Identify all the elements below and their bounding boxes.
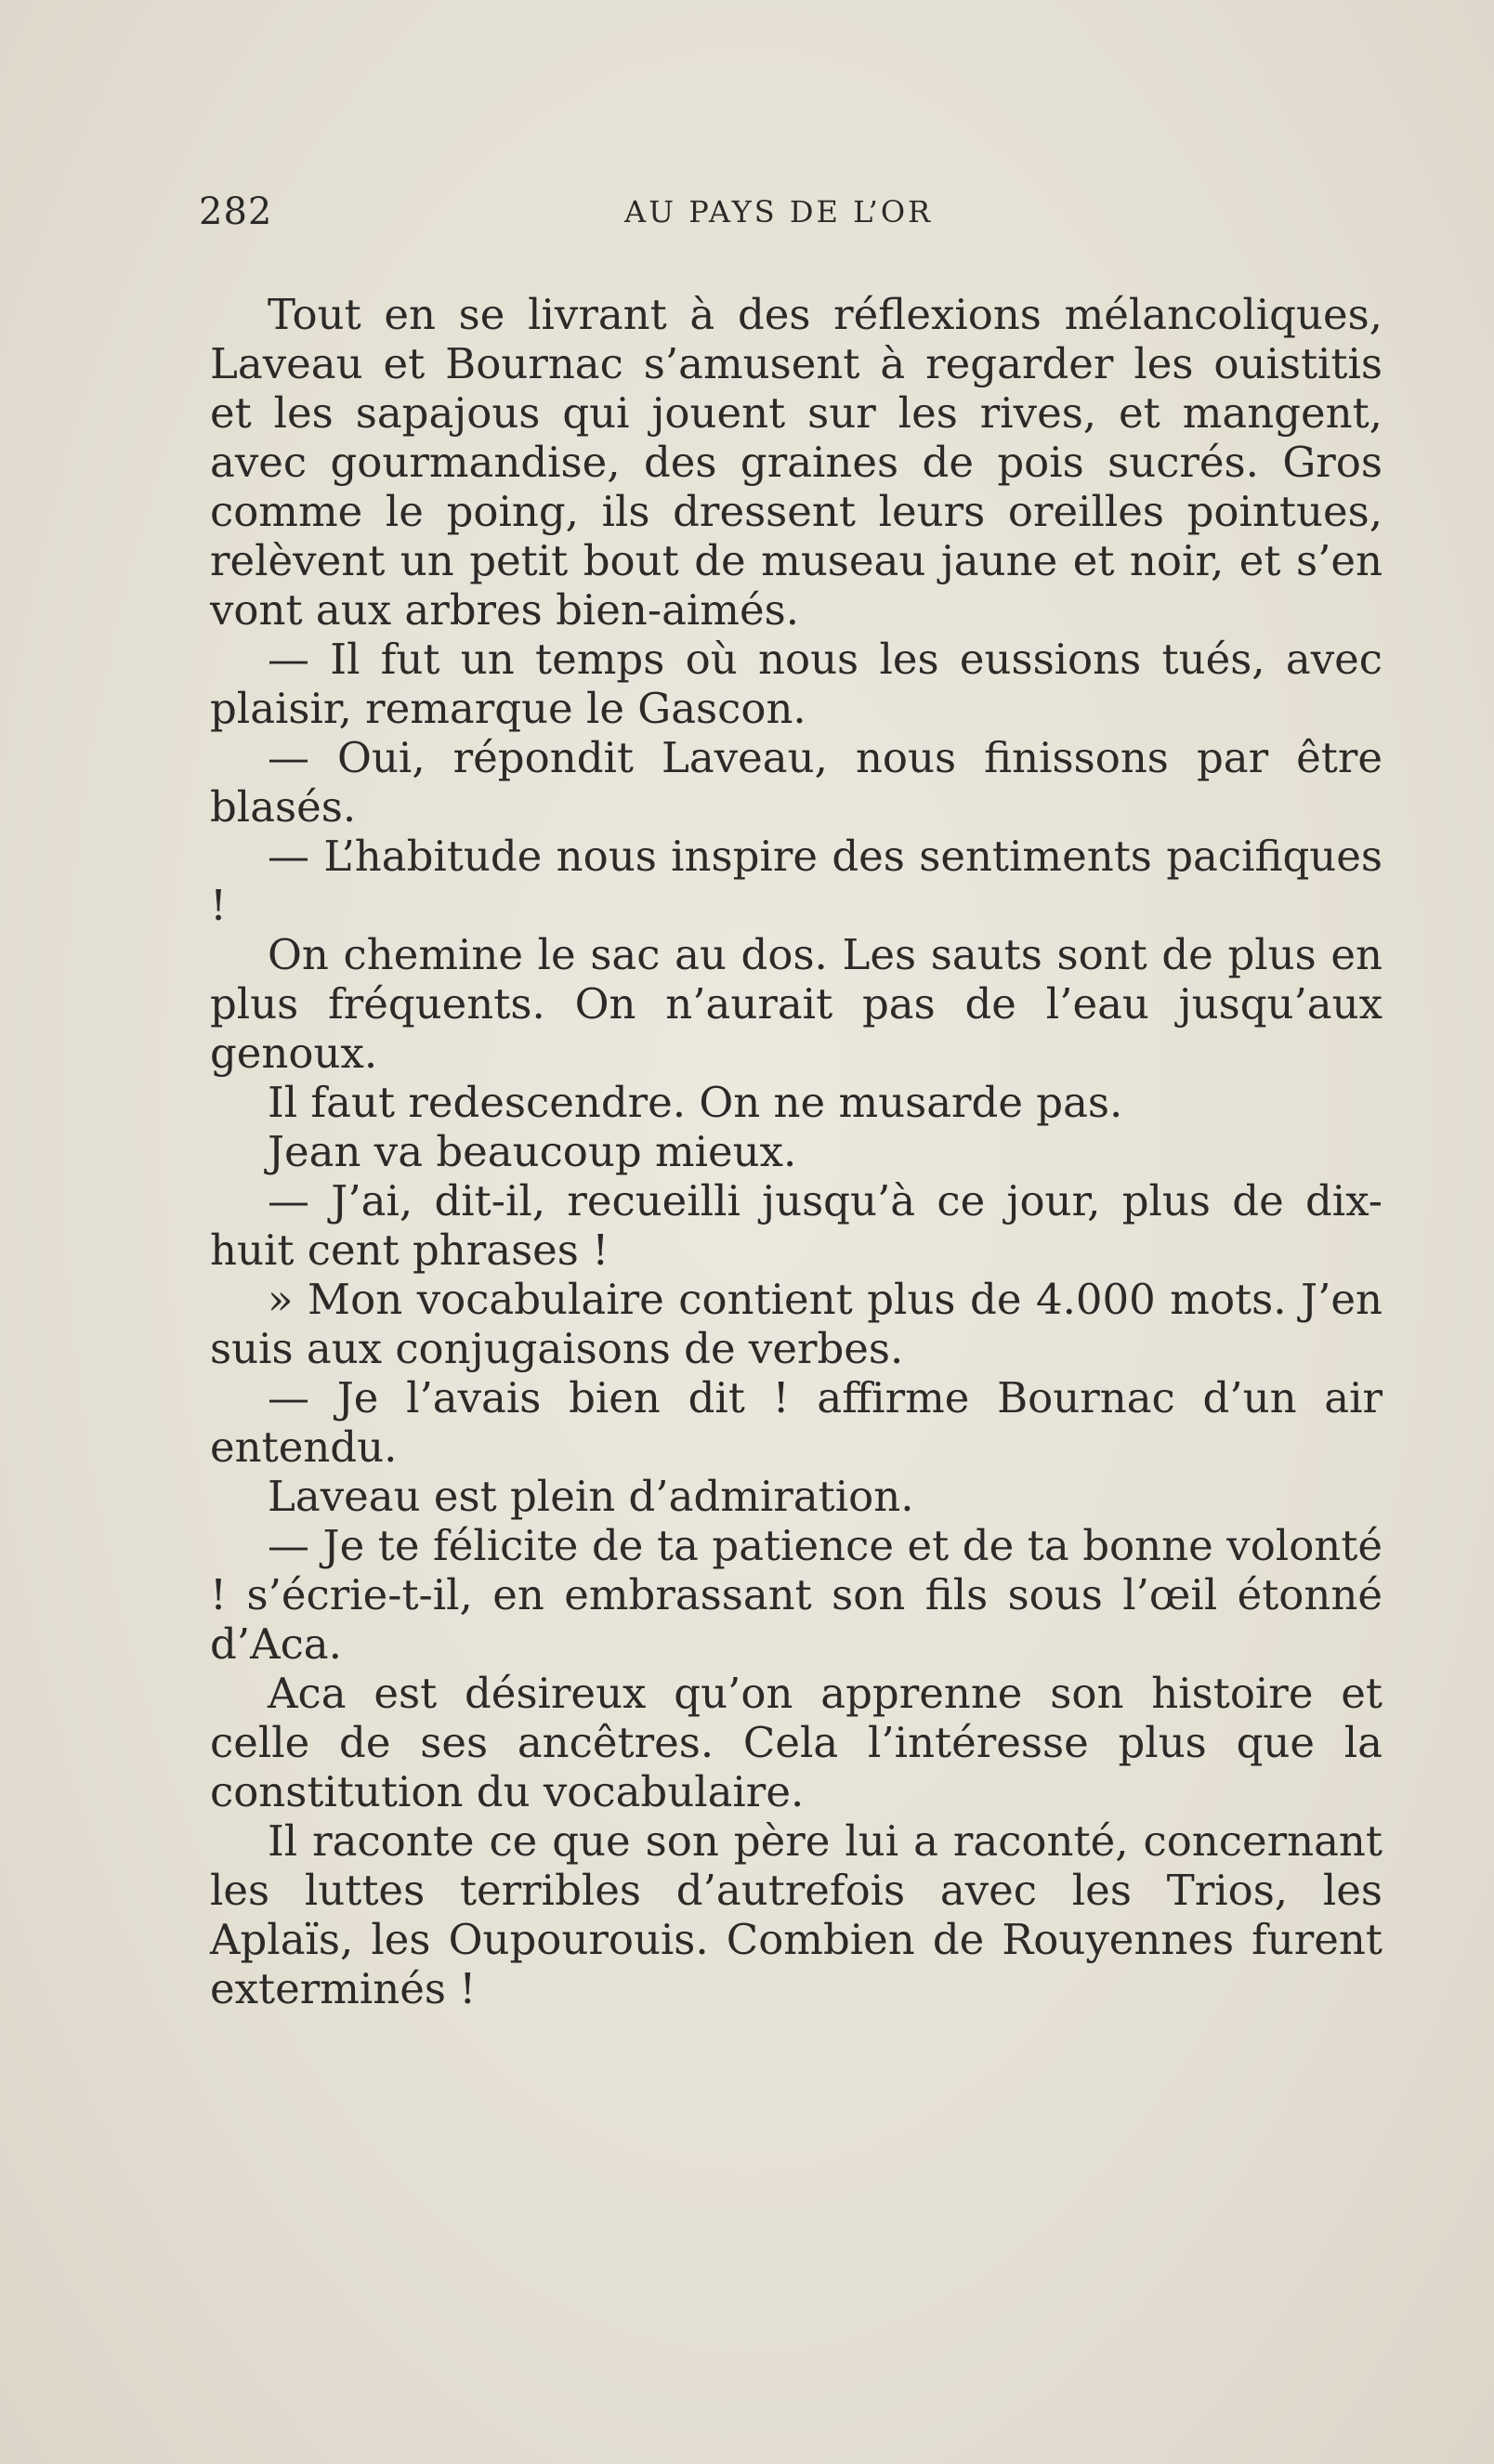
paragraph: Il raconte ce que son père lui a raconté, concernant les luttes terribles d’autrefois avec les Trios, les Aplaïs, les Oupourouis. Combien de Rouyennes furent exterminés ! [210,1816,1383,2013]
paragraph: — J’ai, dit-il, recueilli jusqu’à ce jour, plus de dix-huit cent phrases ! [210,1176,1383,1275]
paragraph: Tout en se livrant à des réflexions mélancoliques, Laveau et Bournac s’amusent à regarder les ouistitis et les sapajous qui jouent sur les rives, et mangent, avec gourmandise, des graines de pois sucrés. Gros comme le poing, ils dressent leurs oreilles pointues, relèvent un petit bout de museau jaune et noir, et s’en vont aux arbres bien-aimés. [210,290,1383,635]
paragraph: On chemine le sac au dos. Les sauts sont de plus en plus fréquents. On n’aurait pas de l’eau jusqu’aux genoux. [210,930,1383,1078]
running-title: AU PAYS DE L’OR [624,194,934,229]
page-number: 282 [199,190,273,233]
paragraph: — Je l’avais bien dit ! affirme Bournac d’un air entendu. [210,1373,1383,1472]
paragraph: Jean va beaucoup mieux. [268,1127,797,1176]
paragraph: — L’habitude nous inspire des sentiments pacifiques ! [210,832,1383,930]
paragraph: — Il fut un temps où nous les eussions tués, avec plaisir, remarque le Gascon. [210,635,1383,733]
paragraph: Aca est désireux qu’on apprenne son histoire et celle de ses ancêtres. Cela l’intéresse plus que la constitution du vocabulaire. [210,1669,1383,1816]
paragraph: » Mon vocabulaire contient plus de 4.000 mots. J’en suis aux conjugaisons de verbes. [210,1275,1383,1373]
paragraph: Laveau est plein d’admiration. [268,1472,914,1521]
paragraph: — Oui, répondit Laveau, nous finissons par être blasés. [210,733,1383,832]
paragraph: — Je te félicite de ta patience et de ta bonne volonté ! s’écrie-t-il, en embrassant son fils sous l’œil étonné d’Aca. [210,1521,1383,1669]
page-header [199,190,1407,246]
body-text [210,290,1383,2013]
paragraph: Il faut redescendre. On ne musarde pas. [268,1078,1123,1127]
